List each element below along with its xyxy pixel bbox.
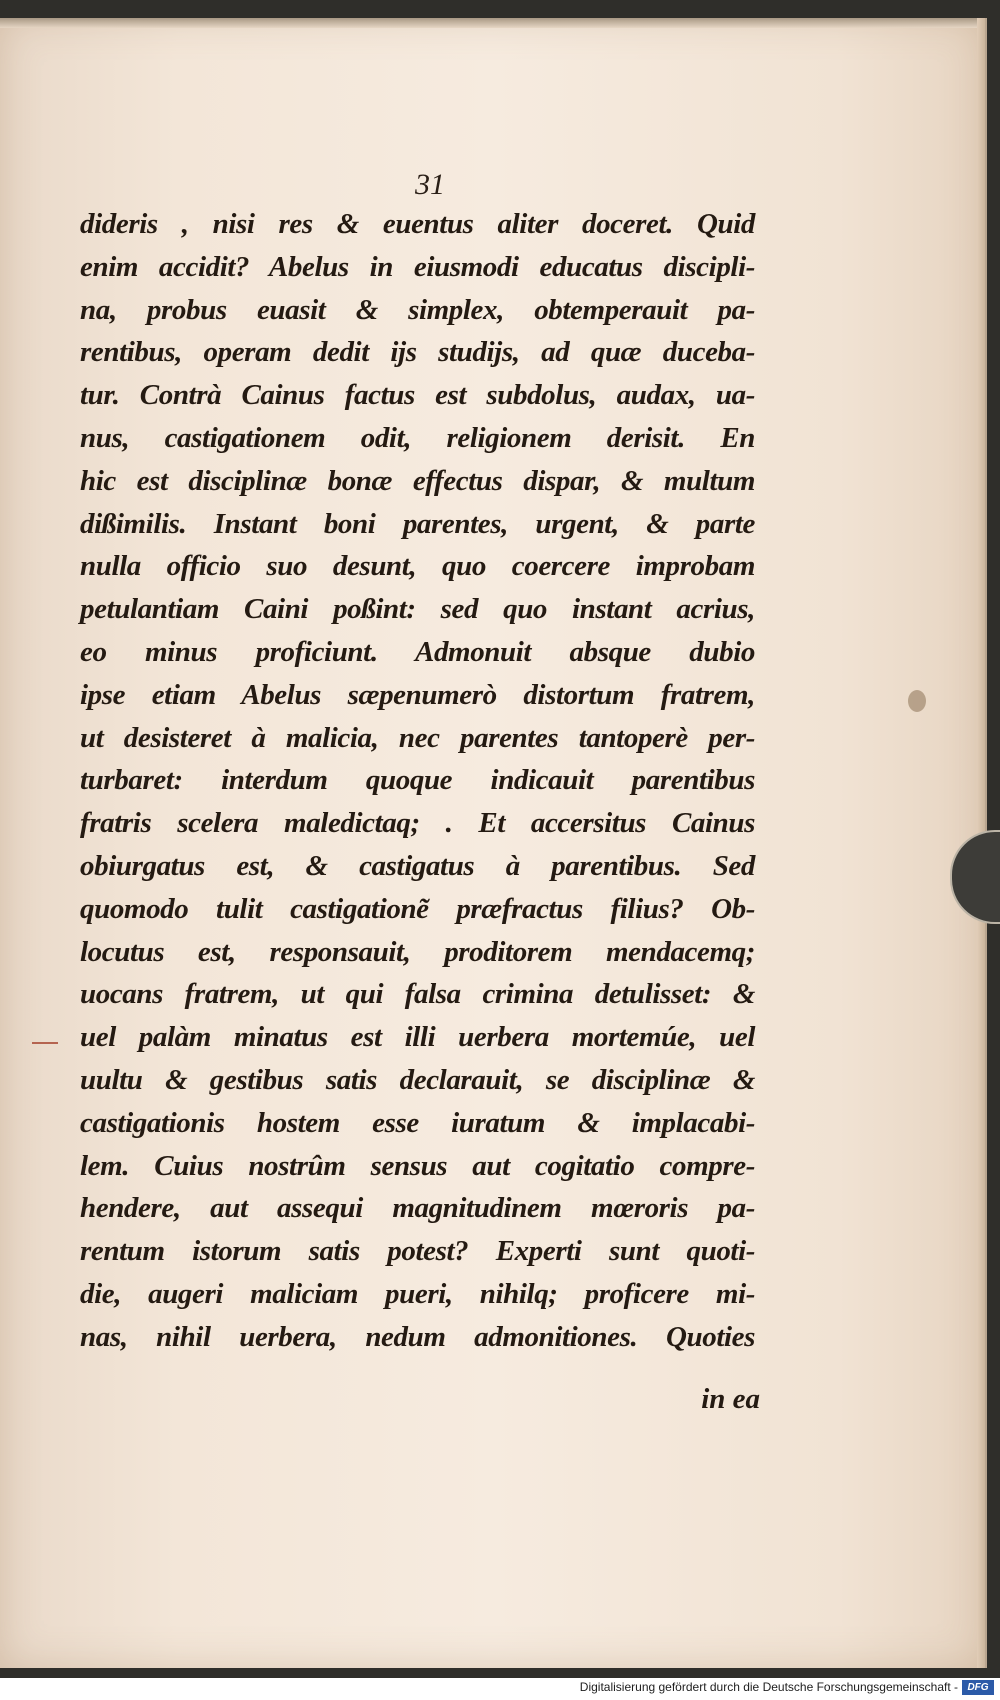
- dfg-logo: DFG: [962, 1680, 994, 1695]
- text-line: petulantiam Caini poßint: sed quo instant acrius,: [80, 593, 755, 626]
- text-line: quomodo tulit castigationẽ præfractus filius? Ob-: [80, 892, 755, 925]
- text-line: eo minus proficiunt. Admonuit absque dubio: [80, 635, 755, 668]
- text-line: tur. Contrà Cainus factus est subdolus, audax, ua-: [80, 379, 755, 412]
- text-line: turbaret: interdum quoque indicauit parentibus: [80, 764, 755, 797]
- text-line: uocans fratrem, ut qui falsa crimina detulisset: &: [80, 978, 755, 1011]
- text-line: hic est disciplinæ bonæ effectus dispar, & multum: [80, 464, 755, 497]
- text-line: hendere, aut assequi magnitudinem mœroris pa-: [80, 1192, 755, 1225]
- text-line: locutus est, responsauit, proditorem mendacemq;: [80, 935, 755, 968]
- book-page: [0, 18, 987, 1668]
- text-line: fratris scelera maledictaq; . Et accersitus Cainus: [80, 807, 755, 840]
- page-number: 31: [415, 168, 445, 201]
- text-line: ut desisteret à malicia, nec parentes tantoperè per-: [80, 721, 755, 754]
- text-line: dißimilis. Instant boni parentes, urgent, & parte: [80, 507, 755, 540]
- text-line: lem. Cuius nostrûm sensus aut cogitatio compre-: [80, 1149, 755, 1182]
- paper-stain: [908, 690, 926, 712]
- text-line: castigationis hostem esse iuratum & implacabi-: [80, 1106, 755, 1139]
- margin-mark: [32, 1042, 58, 1044]
- text-line: rentibus, operam dedit ijs studijs, ad quæ duceba-: [80, 336, 755, 369]
- text-line: ipse etiam Abelus sæpenumerò distortum fratrem,: [80, 678, 755, 711]
- page-top-edge: [0, 18, 985, 28]
- text-line: dideris , nisi res & euentus aliter doceret. Quid: [80, 208, 755, 240]
- text-line: na, probus euasit & simplex, obtemperauit pa-: [80, 293, 755, 326]
- body-text: [80, 203, 755, 1359]
- text-line: obiurgatus est, & castigatus à parentibus. Sed: [80, 849, 755, 882]
- text-line: uultu & gestibus satis declarauit, se disciplinæ &: [80, 1063, 755, 1096]
- catchword: in ea: [701, 1383, 760, 1415]
- text-line: rentum istorum satis potest? Experti sunt quoti-: [80, 1235, 755, 1268]
- footer-credit: Digitalisierung gefördert durch die Deutsche Forschungsgemeinschaft -: [579, 1680, 958, 1694]
- text-line: nulla officio suo desunt, quo coercere improbam: [80, 550, 755, 583]
- text-line: die, augeri maliciam pueri, nihilq; proficere mi-: [80, 1277, 755, 1310]
- text-line: uel palàm minatus est illi uerbera mortemúe, uel: [80, 1021, 755, 1054]
- text-line: enim accidit? Abelus in eiusmodi educatus discipli-: [80, 250, 755, 283]
- text-line: nus, castigationem odit, religionem derisit. En: [80, 421, 755, 454]
- text-line: nas, nihil uerbera, nedum admonitiones. Quoties: [80, 1320, 755, 1353]
